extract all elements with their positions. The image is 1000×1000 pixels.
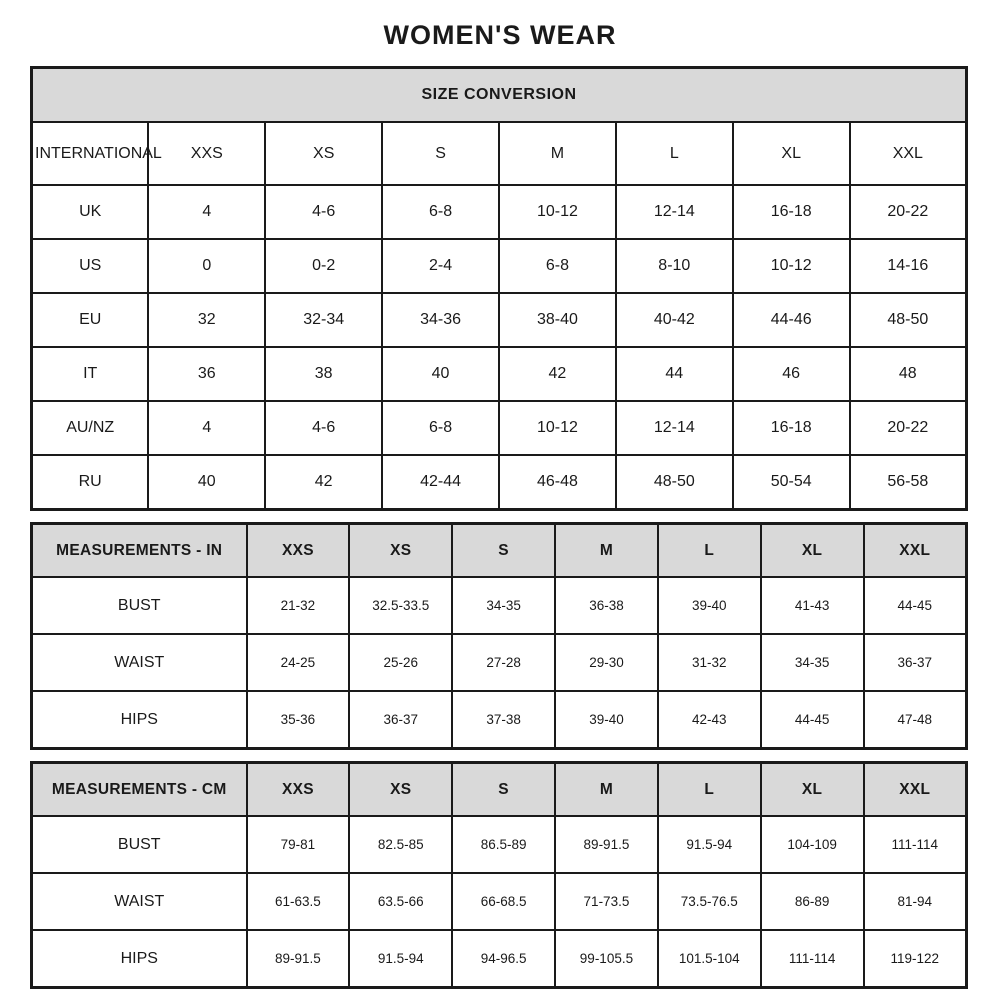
value-cell: 46 bbox=[733, 347, 850, 401]
value-cell: 99-105.5 bbox=[555, 930, 658, 988]
table-row bbox=[32, 691, 967, 749]
table-header-row bbox=[32, 524, 967, 578]
row-label: WAIST bbox=[32, 634, 247, 691]
value-cell: 20-22 bbox=[850, 185, 967, 239]
value-cell: 39-40 bbox=[555, 691, 658, 749]
value-cell: 86.5-89 bbox=[452, 816, 555, 873]
value-cell: 86-89 bbox=[761, 873, 864, 930]
table-banner: SIZE CONVERSION bbox=[32, 68, 967, 123]
size-column-header: S bbox=[452, 763, 555, 817]
size-column-header: S bbox=[382, 122, 499, 185]
measurements-cm-table bbox=[30, 761, 968, 989]
value-cell: 104-109 bbox=[761, 816, 864, 873]
value-cell: 82.5-85 bbox=[349, 816, 452, 873]
value-cell: 46-48 bbox=[499, 455, 616, 510]
value-cell: 37-38 bbox=[452, 691, 555, 749]
value-cell: 38 bbox=[265, 347, 382, 401]
value-cell: 16-18 bbox=[733, 185, 850, 239]
value-cell: 25-26 bbox=[349, 634, 452, 691]
value-cell: 38-40 bbox=[499, 293, 616, 347]
value-cell: 4 bbox=[148, 401, 265, 455]
value-cell: 10-12 bbox=[499, 185, 616, 239]
table-row bbox=[32, 401, 967, 455]
size-column-header: XS bbox=[349, 524, 452, 578]
table-row bbox=[32, 293, 967, 347]
value-cell: 6-8 bbox=[499, 239, 616, 293]
value-cell: 42 bbox=[499, 347, 616, 401]
value-cell: 40 bbox=[148, 455, 265, 510]
value-cell: 44-46 bbox=[733, 293, 850, 347]
value-cell: 12-14 bbox=[616, 401, 733, 455]
table-row bbox=[32, 239, 967, 293]
value-cell: 63.5-66 bbox=[349, 873, 452, 930]
value-cell: 71-73.5 bbox=[555, 873, 658, 930]
table-header-row bbox=[32, 122, 967, 185]
value-cell: 47-48 bbox=[864, 691, 967, 749]
value-cell: 16-18 bbox=[733, 401, 850, 455]
value-cell: 56-58 bbox=[850, 455, 967, 510]
size-column-header: XS bbox=[349, 763, 452, 817]
value-cell: 31-32 bbox=[658, 634, 761, 691]
value-cell: 6-8 bbox=[382, 401, 499, 455]
value-cell: 29-30 bbox=[555, 634, 658, 691]
table-row bbox=[32, 930, 967, 988]
row-label: BUST bbox=[32, 577, 247, 634]
row-label: HIPS bbox=[32, 930, 247, 988]
value-cell: 91.5-94 bbox=[658, 816, 761, 873]
value-cell: 39-40 bbox=[658, 577, 761, 634]
row-label: HIPS bbox=[32, 691, 247, 749]
value-cell: 32-34 bbox=[265, 293, 382, 347]
value-cell: 6-8 bbox=[382, 185, 499, 239]
table-header-row bbox=[32, 763, 967, 817]
value-cell: 10-12 bbox=[499, 401, 616, 455]
table-row bbox=[32, 455, 967, 510]
value-cell: 10-12 bbox=[733, 239, 850, 293]
value-cell: 4-6 bbox=[265, 185, 382, 239]
size-column-header: M bbox=[555, 763, 658, 817]
size-column-header: XL bbox=[761, 524, 864, 578]
table-row bbox=[32, 873, 967, 930]
row-label: EU bbox=[32, 293, 149, 347]
row-label: RU bbox=[32, 455, 149, 510]
row-label: BUST bbox=[32, 816, 247, 873]
value-cell: 42-44 bbox=[382, 455, 499, 510]
value-cell: 111-114 bbox=[761, 930, 864, 988]
value-cell: 44 bbox=[616, 347, 733, 401]
table-banner-row bbox=[32, 68, 967, 123]
value-cell: 4 bbox=[148, 185, 265, 239]
value-cell: 91.5-94 bbox=[349, 930, 452, 988]
value-cell: 40-42 bbox=[616, 293, 733, 347]
value-cell: 50-54 bbox=[733, 455, 850, 510]
size-column-header: M bbox=[555, 524, 658, 578]
page-title: WOMEN'S WEAR bbox=[383, 20, 617, 50]
value-cell: 24-25 bbox=[247, 634, 350, 691]
value-cell: 73.5-76.5 bbox=[658, 873, 761, 930]
value-cell: 101.5-104 bbox=[658, 930, 761, 988]
value-cell: 42-43 bbox=[658, 691, 761, 749]
header-label-cell: MEASUREMENTS - CM bbox=[32, 763, 247, 817]
value-cell: 40 bbox=[382, 347, 499, 401]
size-conversion-table bbox=[30, 66, 968, 511]
row-label: UK bbox=[32, 185, 149, 239]
size-column-header: M bbox=[499, 122, 616, 185]
value-cell: 20-22 bbox=[850, 401, 967, 455]
value-cell: 27-28 bbox=[452, 634, 555, 691]
value-cell: 34-35 bbox=[761, 634, 864, 691]
size-column-header: XS bbox=[265, 122, 382, 185]
value-cell: 32.5-33.5 bbox=[349, 577, 452, 634]
row-label: AU/NZ bbox=[32, 401, 149, 455]
value-cell: 0-2 bbox=[265, 239, 382, 293]
value-cell: 32 bbox=[148, 293, 265, 347]
value-cell: 89-91.5 bbox=[555, 816, 658, 873]
value-cell: 36-37 bbox=[349, 691, 452, 749]
value-cell: 81-94 bbox=[864, 873, 967, 930]
size-column-header: XXL bbox=[850, 122, 967, 185]
size-column-header: XXS bbox=[247, 763, 350, 817]
header-label-cell: INTERNATIONAL bbox=[32, 122, 149, 185]
value-cell: 61-63.5 bbox=[247, 873, 350, 930]
value-cell: 111-114 bbox=[864, 816, 967, 873]
table-row bbox=[32, 347, 967, 401]
value-cell: 2-4 bbox=[382, 239, 499, 293]
value-cell: 42 bbox=[265, 455, 382, 510]
value-cell: 36-37 bbox=[864, 634, 967, 691]
size-column-header: L bbox=[658, 763, 761, 817]
value-cell: 119-122 bbox=[864, 930, 967, 988]
measurements-in-table bbox=[30, 522, 968, 750]
value-cell: 48 bbox=[850, 347, 967, 401]
value-cell: 44-45 bbox=[864, 577, 967, 634]
value-cell: 8-10 bbox=[616, 239, 733, 293]
size-column-header: XL bbox=[733, 122, 850, 185]
value-cell: 34-35 bbox=[452, 577, 555, 634]
value-cell: 79-81 bbox=[247, 816, 350, 873]
value-cell: 48-50 bbox=[850, 293, 967, 347]
value-cell: 35-36 bbox=[247, 691, 350, 749]
table-row bbox=[32, 185, 967, 239]
size-column-header: L bbox=[658, 524, 761, 578]
value-cell: 21-32 bbox=[247, 577, 350, 634]
value-cell: 14-16 bbox=[850, 239, 967, 293]
size-column-header: XXS bbox=[247, 524, 350, 578]
value-cell: 89-91.5 bbox=[247, 930, 350, 988]
value-cell: 41-43 bbox=[761, 577, 864, 634]
size-column-header: XXS bbox=[148, 122, 265, 185]
table-row bbox=[32, 577, 967, 634]
size-column-header: S bbox=[452, 524, 555, 578]
row-label: IT bbox=[32, 347, 149, 401]
value-cell: 34-36 bbox=[382, 293, 499, 347]
value-cell: 36 bbox=[148, 347, 265, 401]
table-row bbox=[32, 634, 967, 691]
value-cell: 44-45 bbox=[761, 691, 864, 749]
value-cell: 4-6 bbox=[265, 401, 382, 455]
value-cell: 48-50 bbox=[616, 455, 733, 510]
header-label-cell: MEASUREMENTS - IN bbox=[32, 524, 247, 578]
size-column-header: L bbox=[616, 122, 733, 185]
value-cell: 66-68.5 bbox=[452, 873, 555, 930]
value-cell: 12-14 bbox=[616, 185, 733, 239]
row-label: WAIST bbox=[32, 873, 247, 930]
value-cell: 0 bbox=[148, 239, 265, 293]
value-cell: 94-96.5 bbox=[452, 930, 555, 988]
size-column-header: XXL bbox=[864, 524, 967, 578]
value-cell: 36-38 bbox=[555, 577, 658, 634]
size-column-header: XXL bbox=[864, 763, 967, 817]
table-row bbox=[32, 816, 967, 873]
size-column-header: XL bbox=[761, 763, 864, 817]
row-label: US bbox=[32, 239, 149, 293]
